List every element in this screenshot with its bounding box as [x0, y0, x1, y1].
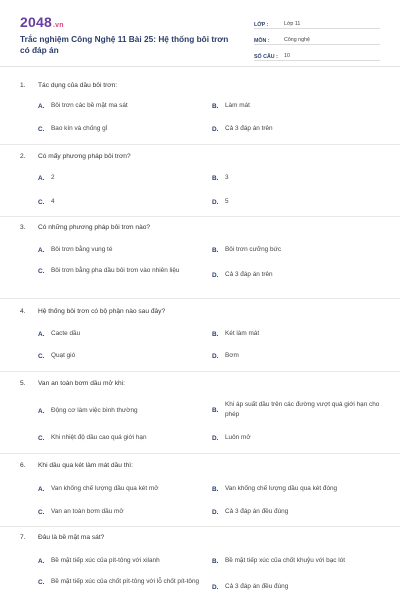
question-text [20, 82, 117, 89]
option-letter: D. [212, 125, 219, 133]
meta-row-count [254, 47, 380, 61]
option-text: Van an toàn bơm dầu mở [51, 508, 124, 515]
question-divider [0, 453, 400, 454]
answer-option-c[interactable] [38, 433, 198, 443]
option-text: Bơm [225, 352, 239, 359]
option-text: Bề mặt tiếp xúc của chốt khuỷu với bạc lót [225, 557, 345, 564]
question-number: 4. [20, 308, 26, 315]
answer-option-a[interactable] [38, 173, 198, 183]
answer-option-a[interactable] [38, 406, 198, 416]
option-text: Làm mát [225, 102, 250, 109]
question-divider [0, 216, 400, 217]
option-letter: D. [212, 198, 219, 206]
option-letter: C. [38, 198, 45, 206]
option-letter: A. [38, 174, 45, 182]
question-divider [0, 526, 400, 527]
option-letter: A. [38, 330, 45, 338]
option-text: Van khống chế lượng dầu qua két mở [51, 485, 159, 492]
option-letter: B. [212, 246, 219, 254]
meta-row-subject [254, 31, 380, 45]
meta-label: LỚP : [254, 22, 269, 28]
answer-option-b[interactable] [212, 556, 388, 566]
answer-option-a[interactable] [38, 245, 198, 255]
option-text: Van khống chế lượng dầu qua két đóng [225, 485, 338, 492]
option-text: Bôi trơn bằng vung té [51, 246, 113, 253]
option-letter: D. [212, 352, 219, 360]
answer-option-d[interactable] [212, 124, 382, 134]
option-letter: D. [212, 508, 219, 516]
logo-text: 2048 [20, 14, 52, 30]
answer-option-d[interactable] [212, 582, 382, 592]
option-text: Bôi trơn bằng pha dầu bôi trơn vào nhiên liệu [51, 267, 180, 274]
question-text [20, 462, 133, 469]
answer-option-d[interactable] [212, 197, 382, 207]
answer-option-c[interactable] [38, 507, 198, 517]
meta-value: Lớp 11 [284, 21, 301, 27]
meta-value: Công nghệ [284, 37, 310, 43]
answer-option-b[interactable] [212, 245, 382, 255]
meta-value: 10 [284, 53, 290, 59]
option-text: Luôn mở [225, 434, 251, 441]
answer-option-c[interactable] [38, 266, 204, 276]
question-label: Đâu là bề mặt ma sát? [38, 534, 105, 541]
meta-info [254, 15, 380, 63]
option-text: Khi áp suất dầu trên các đường vượt quá giới hạn cho phép [225, 401, 380, 418]
answer-option-c[interactable] [38, 351, 198, 361]
option-letter: B. [212, 102, 219, 110]
answer-option-b[interactable] [212, 329, 382, 339]
question-divider [0, 144, 400, 145]
option-letter: C. [38, 352, 45, 360]
option-text: Cả 3 đáp án trên [225, 271, 273, 278]
meta-label: MÔN : [254, 38, 270, 44]
header [0, 0, 400, 66]
question-text [20, 224, 150, 231]
answer-option-c[interactable] [38, 197, 198, 207]
option-text: 2 [51, 174, 55, 181]
option-letter: A. [38, 102, 45, 110]
meta-label: SỐ CÂU : [254, 54, 278, 60]
answer-option-a[interactable] [38, 101, 198, 111]
option-letter: C. [38, 125, 45, 133]
option-text: 4 [51, 198, 55, 205]
answer-option-b[interactable] [212, 173, 382, 183]
option-text: Cả 3 đáp án trên [225, 125, 273, 132]
option-text: Bôi trơn cưỡng bức [225, 246, 282, 253]
meta-row-grade [254, 15, 380, 29]
option-letter: B. [212, 406, 219, 414]
option-text: Két làm mát [225, 330, 260, 337]
option-text: Bề mặt tiếp xúc của chốt pít-tông với lỗ chốt pít-tông [51, 578, 200, 585]
option-letter: B. [212, 330, 219, 338]
question-number: 5. [20, 380, 26, 387]
option-letter: C. [38, 578, 45, 586]
option-text: Cacte dầu [51, 330, 81, 337]
option-letter: C. [38, 267, 45, 275]
question-text [20, 380, 125, 387]
option-letter: A. [38, 407, 45, 415]
option-letter: A. [38, 557, 45, 565]
option-text: Cả 3 đáp án đều đúng [225, 508, 289, 515]
option-letter: A. [38, 485, 45, 493]
option-letter: B. [212, 485, 219, 493]
question-text [20, 534, 104, 541]
question-number: 3. [20, 224, 26, 231]
question-label: Tác dụng của dầu bôi trơn: [38, 82, 118, 89]
option-text: Động cơ làm việc bình thường [51, 407, 138, 414]
option-letter: B. [212, 557, 219, 565]
page-title: Trắc nghiệm Công Nghệ 11 Bài 25: Hệ thống bôi trơn có đáp án [20, 34, 229, 55]
option-text: 3 [225, 174, 229, 181]
answer-option-b[interactable] [212, 400, 382, 420]
question-number: 2. [20, 153, 26, 160]
question-divider [0, 298, 400, 299]
option-letter: A. [38, 246, 45, 254]
answer-option-c[interactable] [38, 577, 204, 587]
option-letter: C. [38, 508, 45, 516]
logo-suffix: .vn [52, 22, 64, 29]
option-text: Bề mặt tiếp xúc của pít-tông với xilanh [51, 557, 160, 564]
option-text: Bao kín và chống gỉ [51, 125, 108, 132]
option-letter: D. [212, 583, 219, 591]
option-letter: C. [38, 434, 45, 442]
option-text: Khi nhiệt độ dầu cao quá giới hạn [51, 434, 147, 441]
question-number: 1. [20, 82, 26, 89]
question-label: Khi dầu qua két làm mát dầu thì: [38, 462, 133, 469]
option-letter: D. [212, 434, 219, 442]
option-letter: B. [212, 174, 219, 182]
question-number: 7. [20, 534, 26, 541]
answer-option-a[interactable] [38, 556, 208, 566]
answer-option-d[interactable] [212, 507, 382, 517]
option-letter: D. [212, 271, 219, 279]
question-number: 6. [20, 462, 26, 469]
question-label: Hệ thống bôi trơn có bộ phận nào sau đây? [38, 308, 166, 315]
option-text: Bôi trơn các bề mặt ma sát [51, 102, 128, 109]
answer-option-d[interactable] [212, 433, 382, 443]
question-label: Có mấy phương pháp bôi trơn? [38, 153, 131, 160]
answer-option-d[interactable] [212, 270, 382, 280]
question-label: Có những phương pháp bôi trơn nào? [38, 224, 151, 231]
option-text: Quạt gió [51, 352, 76, 359]
question-text [20, 308, 165, 315]
question-divider [0, 371, 400, 372]
answer-option-a[interactable] [38, 329, 198, 339]
header-divider [0, 66, 400, 67]
option-text: 5 [225, 198, 229, 205]
answer-option-d[interactable] [212, 351, 382, 361]
answer-option-b[interactable] [212, 101, 382, 111]
answer-option-a[interactable] [38, 484, 204, 494]
option-text: Cả 3 đáp án đều đúng [225, 583, 289, 590]
question-label: Van an toàn bơm dầu mở khi: [38, 380, 125, 387]
answer-option-b[interactable] [212, 484, 384, 494]
question-text [20, 153, 131, 160]
answer-option-c[interactable] [38, 124, 198, 134]
